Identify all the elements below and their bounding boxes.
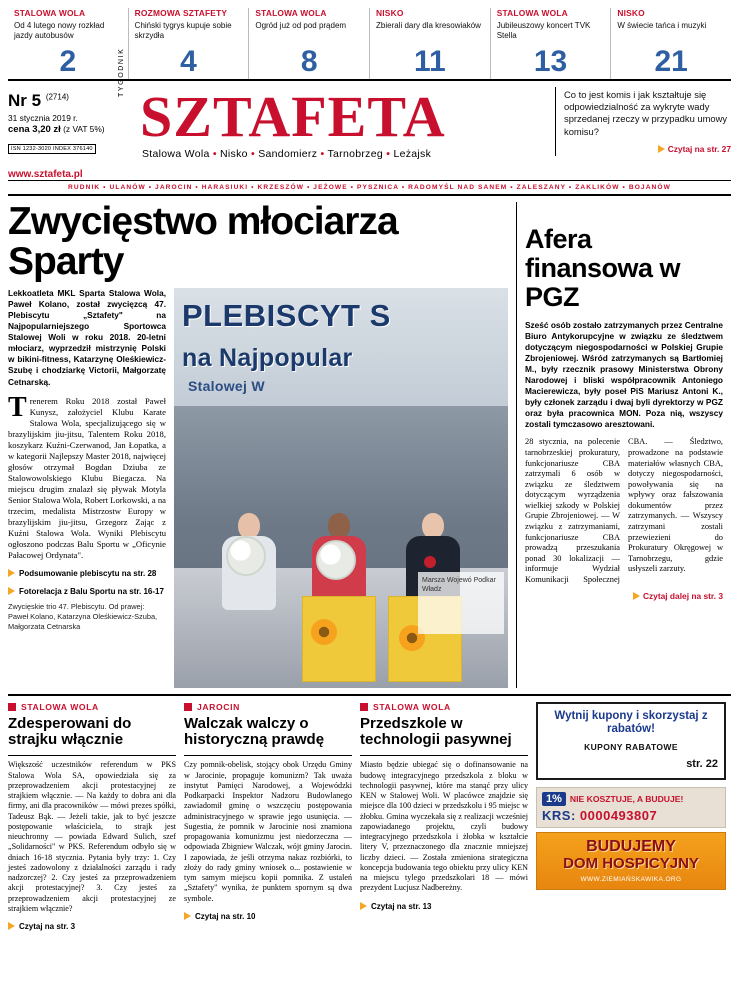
- square-bullet-icon: [8, 703, 16, 711]
- edition-towns: Stalowa Wola • Nisko • Sandomierz • Tarnobrzeg • Leżajsk: [142, 148, 432, 161]
- rose-icon: [424, 556, 436, 568]
- divider: [184, 755, 352, 756]
- arrow-right-icon: [8, 922, 15, 930]
- teaser-page-number: 13: [533, 45, 568, 78]
- person-head: [328, 513, 350, 539]
- ad-krs-number-row: [542, 808, 720, 823]
- arrow-right-icon: [360, 902, 367, 910]
- bottom-read-more-3-label: Czytaj na str. 13: [371, 901, 432, 911]
- issue-date: 31 stycznia 2019 r.: [8, 113, 78, 123]
- bottom-title-3: Przedszkole w technologii pasywnej: [360, 714, 512, 749]
- bottom-kicker-1: [8, 702, 176, 712]
- lead-bullet-2[interactable]: [8, 587, 166, 597]
- lead-paragraph: Lekkoatleta MKL Sparta Stalowa Wola, Paweł Kolano, został zwycięzcą 47. Plebiscytu „Sztafety" na Najpopularniejszego Sportowca Stalowej Woli w roku 2018. 20-letni młociarz, wyprzedził mistrzynię Polski w bikini-fitness, Katarzynę Oleśkiewicz-Szubę i chodziarkę Victorii, Małgorzatę Cetnarską.: [8, 287, 166, 387]
- promo-text: Co to jest komis i jak kształtuje się odpowiedzialność za wykryte wady sprzedanej rzeczy w przypadku umowy komisu?: [564, 89, 728, 137]
- teaser-text: Chiński tygrys kupuje sobie skrzydła: [134, 21, 232, 40]
- lead-bullet-1[interactable]: [8, 569, 166, 579]
- issn-code: ISN 1232-3020 INDEX 376140: [8, 144, 96, 154]
- bottom-section: [8, 694, 731, 933]
- teaser-kicker: STALOWA WOLA: [496, 8, 568, 18]
- issue-price-vat: (z VAT 5%): [63, 124, 105, 135]
- square-bullet-icon: [360, 703, 368, 711]
- lead-photo: [174, 288, 508, 688]
- issue-label: Nr 5 $^{(2714)}$: [8, 91, 69, 110]
- bottom-kicker-2-label: JAROCIN: [197, 701, 240, 712]
- banner-line-1: PLEBISCYT S: [182, 297, 391, 333]
- teaser-strip: [8, 0, 731, 81]
- teaser-item[interactable]: [8, 8, 129, 79]
- ad-coupon-subline: KUPONY RABATOWE: [584, 742, 678, 753]
- lead-body: Trenerem Roku 2018 został Paweł Kunysz, założyciel Klubu Karate Stalowa Wola, specjalizującego się w brazylijskim jiu-jitsu, Talentem Roku 2018, koszykarz Kuźni-Czerwanod, Jan Łopatka, a w kategorii Najlepszy Master 2018, najwięcej głosów otrzymał Bogdan Dziuba ze Stalowowolskiego Klubu Biegacza. Na miejscu drugim znalazł się pływak Motyla Senior Stalowa Wola, Robert Lorkowski, a na trzecim, medalista Mistrzostw Europy w brazylijskim jiu-jitsu, Grzegorz Zając z Kuźni Stalowa Wola. Wyniki Plebiscytu ogłoszono podczas Balu Sportu w „Oficynie Pałacowej Ordynata".: [8, 391, 166, 560]
- separator-dot: •: [386, 148, 391, 161]
- advertisement-column: [536, 702, 726, 933]
- bottom-body-1: Większość uczestników referendum w PKS Stalowa Wola SA, opowiedziała się za przeprowadzeniem akcji protestacyjnej ze strajkiem włącznie. — Na każdy to dobra ani dla firmy, ani dla pracowników — mówi prezes spółki, Tadeusz Bąk. — Jeżeli takie, jak to być jeszcze postępowanie właścicielа, to strajk jest nieuchronny — powiada Edward Sulich, szef „Solidarności" w PKS. Referendum odbyło się w dniach 16-18 stycznia. Pytania były trzy: 1. Czy jesteś zadowolony z działalności zarządu i rady nadzorczej? 2. Czy jesteś za przeprowadzeniem akcji protestacyjnej? 3. Czy jesteś za przeprowadzeniem akcji protestacyjnej ze strajkiem włącznie?: [8, 760, 176, 913]
- bottom-kicker-3: [360, 702, 528, 712]
- separator-dot: •: [251, 148, 255, 161]
- ad-hospice-url: WWW.ZIEMIAŃSKAWIKA.ORG: [580, 875, 682, 883]
- bottom-kicker-2: [184, 702, 352, 712]
- person-head: [238, 513, 260, 539]
- bouquet-icon: [316, 540, 356, 580]
- ad-coupon[interactable]: [536, 702, 726, 781]
- ad-hospice-line-1: BUDUJEMY: [586, 838, 676, 856]
- secondary-read-more[interactable]: [525, 591, 723, 601]
- issue-number: (2714): [45, 92, 69, 102]
- lead-bullet-1-label: Podsumowanie plebiscytu na str. 28: [19, 568, 157, 578]
- ad-coupon-headline: Wytnij kupony i skorzystaj z rabatów!: [554, 709, 708, 736]
- bottom-title-1: Zdesperowani do strajku włącznie: [8, 714, 132, 749]
- ad-krs-label: KRS:: [542, 808, 576, 824]
- bottom-story-2: [184, 702, 352, 933]
- teaser-item[interactable]: [249, 8, 370, 79]
- teaser-page-number: 11: [413, 45, 446, 78]
- gift-bag: [302, 596, 376, 682]
- arrow-right-icon: [633, 592, 640, 600]
- bottom-story-1: [8, 702, 176, 933]
- secondary-story: [516, 202, 723, 688]
- photo-backdrop-banner: [174, 288, 508, 406]
- arrow-right-icon: [658, 145, 665, 153]
- teaser-text: Ogród już od pod prądem: [255, 21, 347, 30]
- village-strip: RUDNIK • ULANÓW • JAROCIN • HARASIUKI • KRZESZÓW • JEŻOWE • PYSZNICA • RADOMYŚL NAD SANEM • ZALESZANY • ZAKLIKÓW • BOJANÓW: [8, 181, 731, 196]
- teaser-kicker: NISKO: [617, 8, 645, 18]
- promo-read-more-label: Czytaj na str. 27: [667, 143, 731, 154]
- divider: [8, 755, 176, 756]
- teaser-text: Jubileuszowy koncert TVK Stella: [496, 21, 591, 40]
- bottom-read-more-1-label: Czytaj na str. 3: [19, 922, 76, 932]
- teaser-item[interactable]: [129, 8, 250, 79]
- teaser-kicker: STALOWA WOLA: [255, 8, 327, 18]
- lead-text-column: [8, 288, 166, 688]
- bottom-body-3: Miasto będzie ubiegać się o dofinansowanie na budowę integracyjnego przedszkola z bloku w technologii pasywnej, które ma stanąć przy ulicy KEN w Stalowej Woli. W placówce znajdzie się miejsce dla 100 dzieci w przedszkolu i 95 miejsc w żłobku. Gmina wyczekała się z realizacji wcześniej zapowiadanego projektu, czyli budowy integracyjnego przedszkola i żłobka w kształcie litery V, przeznaczonego dla znacznie mniejszej liczby dzieci. — Zostałа zmieniona strategiczna koncepcja budowania tego obiektu przy ulicy KEN na miejscu tylego przedszkolari 18 — mówi prezydent Lucjusz Nadbereżny.: [360, 760, 528, 893]
- ad-krs-donation[interactable]: [536, 787, 726, 828]
- separator-dot: •: [212, 148, 217, 161]
- teaser-kicker: STALOWA WOLA: [14, 8, 86, 18]
- main-content: [8, 196, 731, 688]
- website-url[interactable]: www.sztafeta.pl: [8, 169, 83, 181]
- photo-sign-text: Marsza Wojewó Podkar Władz: [418, 572, 504, 634]
- lead-photo-caption: Zwycięskie trio 47. Plebiscytu. Od prawej: Paweł Kolano, Katarzyna Oleśkiewicz-Szuba, Małgorzata Cetnarska: [8, 602, 158, 631]
- arrow-right-icon: [8, 587, 15, 595]
- photo-scene: [174, 406, 508, 688]
- teaser-kicker: NISKO: [376, 8, 404, 18]
- bottom-body-2: Czy pomnik-obelisk, stojący obok Urzędu Gminy w Jarocinie, propaguje komunizm? Tak uważa instytut Pamięci Narodowej, a Wojewódzki Podkarpacki Inspektor Nadzoru Budowlanego zawiadomił gminę o wszczęciu postępowania administracyjnego w sprawie jego usunięcia. — Sugestia, że pomnik w Jarocinie nosi znamiona propagowania komunizmu jest niedorzeczna — odpowiada Zbigniew Walczak, wójt gminy Jarocin. I zapowiada, że jeśli otrzyma nakaz rozbiórki, to złoży do rady gminy wniosek o... postawienie w tym samym miejscu kopii pomnika. Z ustaleń „Sztafety" wynika, że punktem spornym są dwa symbole.: [184, 760, 352, 903]
- person-head: [422, 513, 444, 539]
- teaser-text: W świecie tańca i muzyki: [617, 21, 707, 30]
- teaser-item[interactable]: [491, 8, 612, 79]
- ad-krs-slogan: NIE KOSZTUJE, A BUDUJE!: [569, 794, 684, 805]
- arrow-right-icon: [8, 569, 15, 577]
- ad-hospice[interactable]: [536, 832, 726, 890]
- promo-read-more[interactable]: [564, 144, 731, 154]
- bottom-title-2: Walczak walczy o historyczną prawdę: [184, 714, 325, 749]
- separator-dot: •: [320, 148, 325, 161]
- ad-krs-percent: 1%: [542, 792, 566, 806]
- secondary-headline: Afera finansowa w PGZ: [525, 223, 681, 312]
- ad-krs-top: [542, 792, 720, 806]
- lead-story: [8, 202, 516, 688]
- teaser-item[interactable]: [370, 8, 491, 79]
- issue-price: cena 3,20 zł (z VAT 5%): [8, 124, 105, 136]
- teaser-item[interactable]: [611, 8, 731, 79]
- bottom-read-more-1[interactable]: [8, 922, 176, 932]
- teaser-page-number: 2: [59, 45, 77, 78]
- divider: [360, 755, 528, 756]
- masthead-promo: [555, 87, 731, 156]
- secondary-body: 28 stycznia, na polecenie tarnobrzeskiej prokuratury, funkcjonariusze CBA zatrzymali 6 osób w związku ze śledztwem dotyczącym wyrządzenia wielkiej szkody w Polskiej Grupie Zbrojeniowej. — W związku z zatrzymaniami, funkcjonariusze CBA prowadzą przeszukania ponad 30 lokalizacji — informuje Wydział Komunikacji Społecznej CBA. — Śledztwo, prowadzone na podstawie materiałów własnych CBA, dotyczy niegospodarności, powoływania się na wpływy oraz fałszowania dokumentów przez zatrzymanych. — Wszyscy zatrzymani zostali przewiezieni do Prokuratury Okręgowej w Tarnobrzegu, gdzie usłyszeli zarzuty.: [525, 437, 723, 584]
- bouquet-icon: [226, 536, 266, 576]
- teaser-text: Zbierali dary dla kresowiaków: [376, 21, 481, 30]
- arrow-right-icon: [184, 912, 191, 920]
- newspaper-logo: SZTAFETA: [140, 84, 446, 149]
- bottom-kicker-1-label: STALOWA WOLA: [21, 701, 99, 712]
- banner-line-2: na Najpopular: [182, 343, 353, 372]
- lead-headline: Zwycięstwo młociarza Sparty: [8, 200, 398, 283]
- square-bullet-icon: [184, 703, 192, 711]
- lead-bullet-2-label: Fotorelacja z Balu Sportu na str. 16-17: [19, 587, 164, 597]
- lead-row: [8, 288, 508, 688]
- secondary-lead: Sześć osób zostało zatrzymanych przez Centralne Biuro Antykorupcyjne w związku ze śledztwem dotyczącym niegospodarności w Polskiej Grupie Zbrojeniowej. Wśród zatrzymanych są Bartłomiej M., były rzecznik prasowy Ministerstwa Obrony Narodowej i bliski współpracownik Antoniego Macierewicza, były poseł PiS Mariusz Antoni K., były członek zarządu i dwaj byli dyrektorzy w PGZ oraz była pracownica MON. Poza nią, wszyscy zostali tymczasowo aresztowani.: [525, 320, 723, 430]
- masthead-issue-info: [8, 87, 120, 180]
- ad-krs-number: 0000493807: [579, 808, 658, 824]
- banner-line-3: Stalowej W: [188, 377, 265, 394]
- masthead-vertical-label: TYGODNIK: [118, 47, 125, 97]
- teaser-page-number: 21: [654, 45, 688, 78]
- bottom-read-more-2-label: Czytaj na str. 10: [195, 912, 256, 921]
- ad-hospice-line-2: DOM HOSPICYJNY: [563, 855, 699, 873]
- secondary-read-more-label: Czytaj dalej na str. 3: [642, 591, 723, 602]
- bottom-read-more-2[interactable]: [184, 912, 352, 922]
- bottom-story-3: [360, 702, 528, 933]
- teaser-page-number: 4: [180, 45, 197, 78]
- sunflower-icon: [311, 619, 337, 645]
- teaser-text: Od 4 lutego nowy rozkład jazdy autobusów: [14, 21, 105, 40]
- bottom-read-more-3[interactable]: [360, 902, 528, 912]
- bottom-kicker-3-label: STALOWA WOLA: [373, 701, 451, 712]
- teaser-page-number: 8: [300, 45, 318, 78]
- teaser-kicker: ROZMOWA SZTAFETY: [134, 8, 228, 18]
- ad-coupon-page: str. 22: [686, 758, 718, 771]
